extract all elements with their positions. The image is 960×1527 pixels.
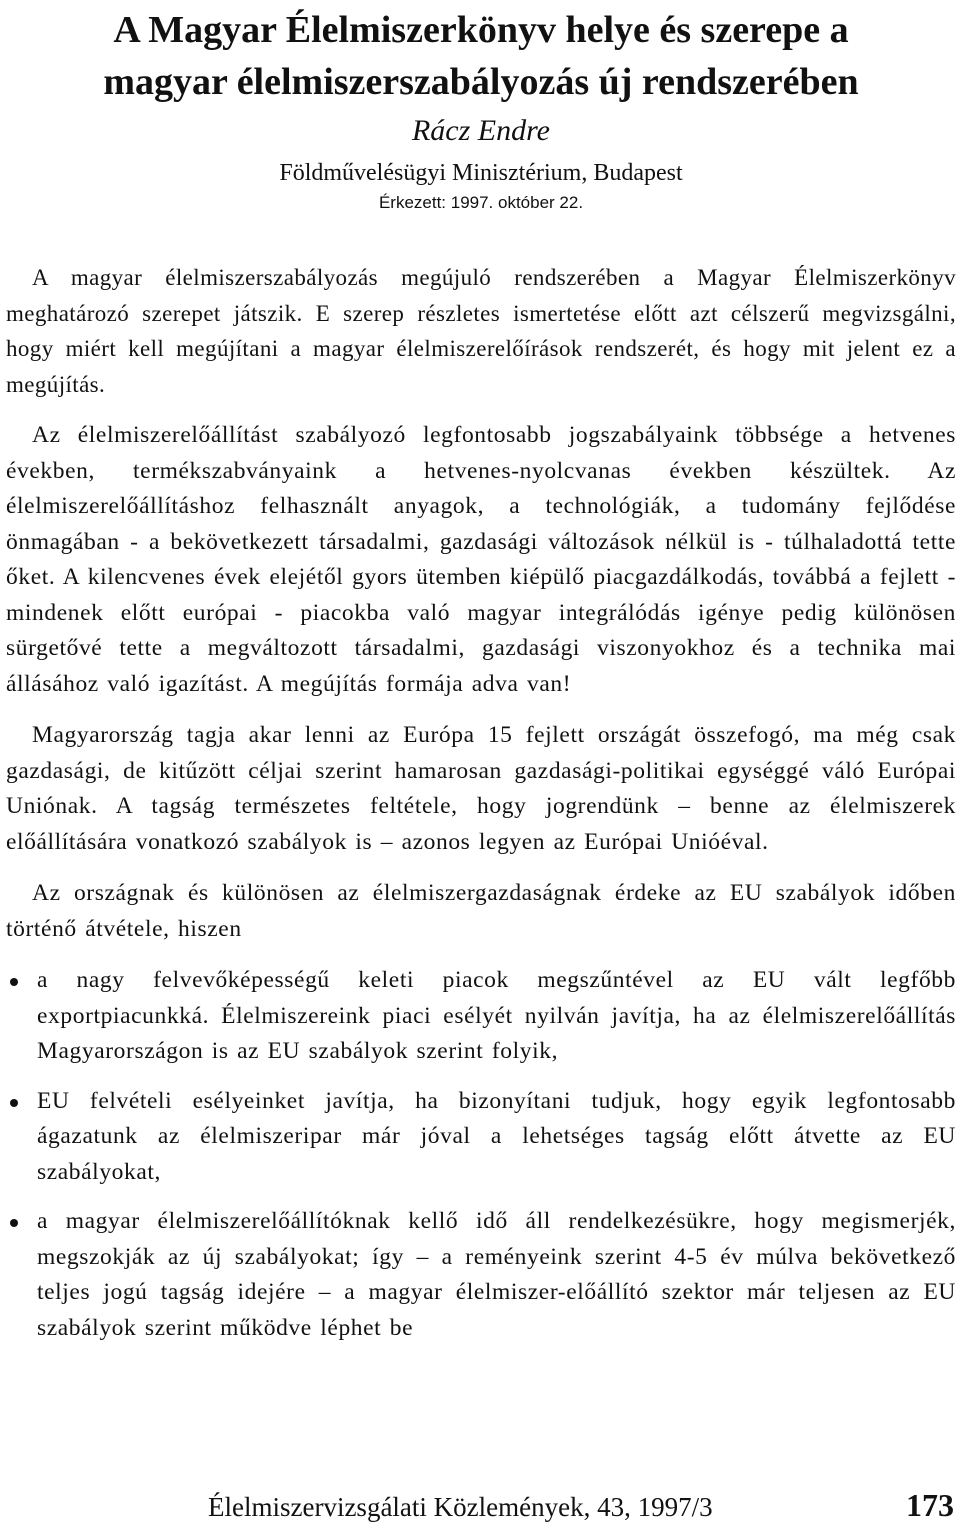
body-paragraph-1: Az élelmiszerelőállítást szabályozó legfontosabb jogszabályaink többsége a hetvenes években, termékszabványaink a hetvenes-nyolcvanas években készültek. Az élelmiszerelőállításhoz felhasznált anyagok, a technológiák, a tudomány fejlődése önmagában - a bekövetkezett társadalmi, gazdasági változások nélkül is - túlhaladottá tette őket. A kilencvenes évek elejétől gyors ütemben kiépülő piacgazdálkodás, továbbá a fejlett - mindenek előtt európai - piacokba való magyar integrálódás igénye pedig különösen sürgetővé tette a megváltozott társadalmi, gazdasági viszonyokhoz és a technika mai állásához való igazítást. A megújítás formája adva van! bbox=[6, 422, 956, 697]
list-item bbox=[6, 1084, 956, 1191]
body-paragraph-3: Az országnak és különösen az élelmiszergazdaságnak érdeke az EU szabályok időben történő átvétele, hiszen bbox=[6, 880, 956, 942]
article-body bbox=[6, 418, 956, 1346]
bullet-icon bbox=[10, 1219, 18, 1227]
reasons-list bbox=[6, 963, 956, 1346]
list-item bbox=[6, 1204, 956, 1346]
article-title bbox=[6, 0, 956, 108]
bullet-icon bbox=[10, 978, 18, 986]
list-item-text: a nagy felvevőképességű keleti piacok megszűntével az EU vált legfőbb exportpiacunkká. Élelmiszereink piaci esélyét nyilván javítja, ha az élelmiszerelőállítás Magyarországon is az EU szabályok szerint folyik, bbox=[37, 967, 956, 1064]
title-line-2: magyar élelmiszerszabályozás új rendszerében bbox=[103, 61, 859, 103]
body-paragraph-2: Magyarország tagja akar lenni az Európa 15 fejlett országát összefogó, ma még csak gazdasági, de kitűzött céljai szerint hamarosan gazdasági-politikai egységgé váló Európai Uniónak. A tagság természetes feltétele, hogy jogrendünk – benne az élelmiszerek előállítására vonatkozó szabályok is – azonos legyen az Európai Unióéval. bbox=[6, 722, 956, 855]
page-number: 173 bbox=[906, 1487, 954, 1523]
bullet-icon bbox=[10, 1099, 18, 1107]
author-affiliation: Földművelésügyi Minisztérium, Budapest bbox=[279, 160, 683, 186]
article-page bbox=[6, 0, 956, 1360]
title-line-1: A Magyar Élelmiszerkönyv helye és szerepe a bbox=[113, 9, 849, 51]
list-item-text: a magyar élelmiszerelőállítóknak kellő idő áll rendelkezésükre, hogy megismerjék, megszokják az új szabályokat; így – a reményeink szerint 4-5 év múlva bekövetkező teljes jogú tagság idejére – a magyar élelmiszer-előállító szektor már teljesen az EU szabályok szerint működve léphet be bbox=[37, 1208, 956, 1341]
received-date: Érkezett: 1997. október 22. bbox=[378, 193, 584, 212]
author-name: Rácz Endre bbox=[411, 114, 551, 147]
journal-citation: Élelmiszervizsgálati Közlemények, 43, 1997/3 bbox=[208, 1492, 713, 1522]
abstract: A magyar élelmiszerszabályozás megújuló rendszerében a Magyar Élelmiszerkönyv meghatározó szerepet játszik. E szerep részletes ismertetése előtt azt célszerű megvizsgálni, hogy miért kell megújítani a magyar élelmiszerelőírások rendszerét, és hogy mit jelent ez a megújítás. bbox=[6, 265, 956, 397]
page-footer bbox=[0, 1484, 954, 1524]
list-item bbox=[6, 963, 956, 1070]
list-item-text: EU felvételi esélyeinket javítja, ha bizonyítani tudjuk, hogy egyik legfontosabb ágazatunk az élelmiszeripar már jóval a lehetséges tagság előtt átvette az EU szabályokat, bbox=[37, 1087, 956, 1185]
